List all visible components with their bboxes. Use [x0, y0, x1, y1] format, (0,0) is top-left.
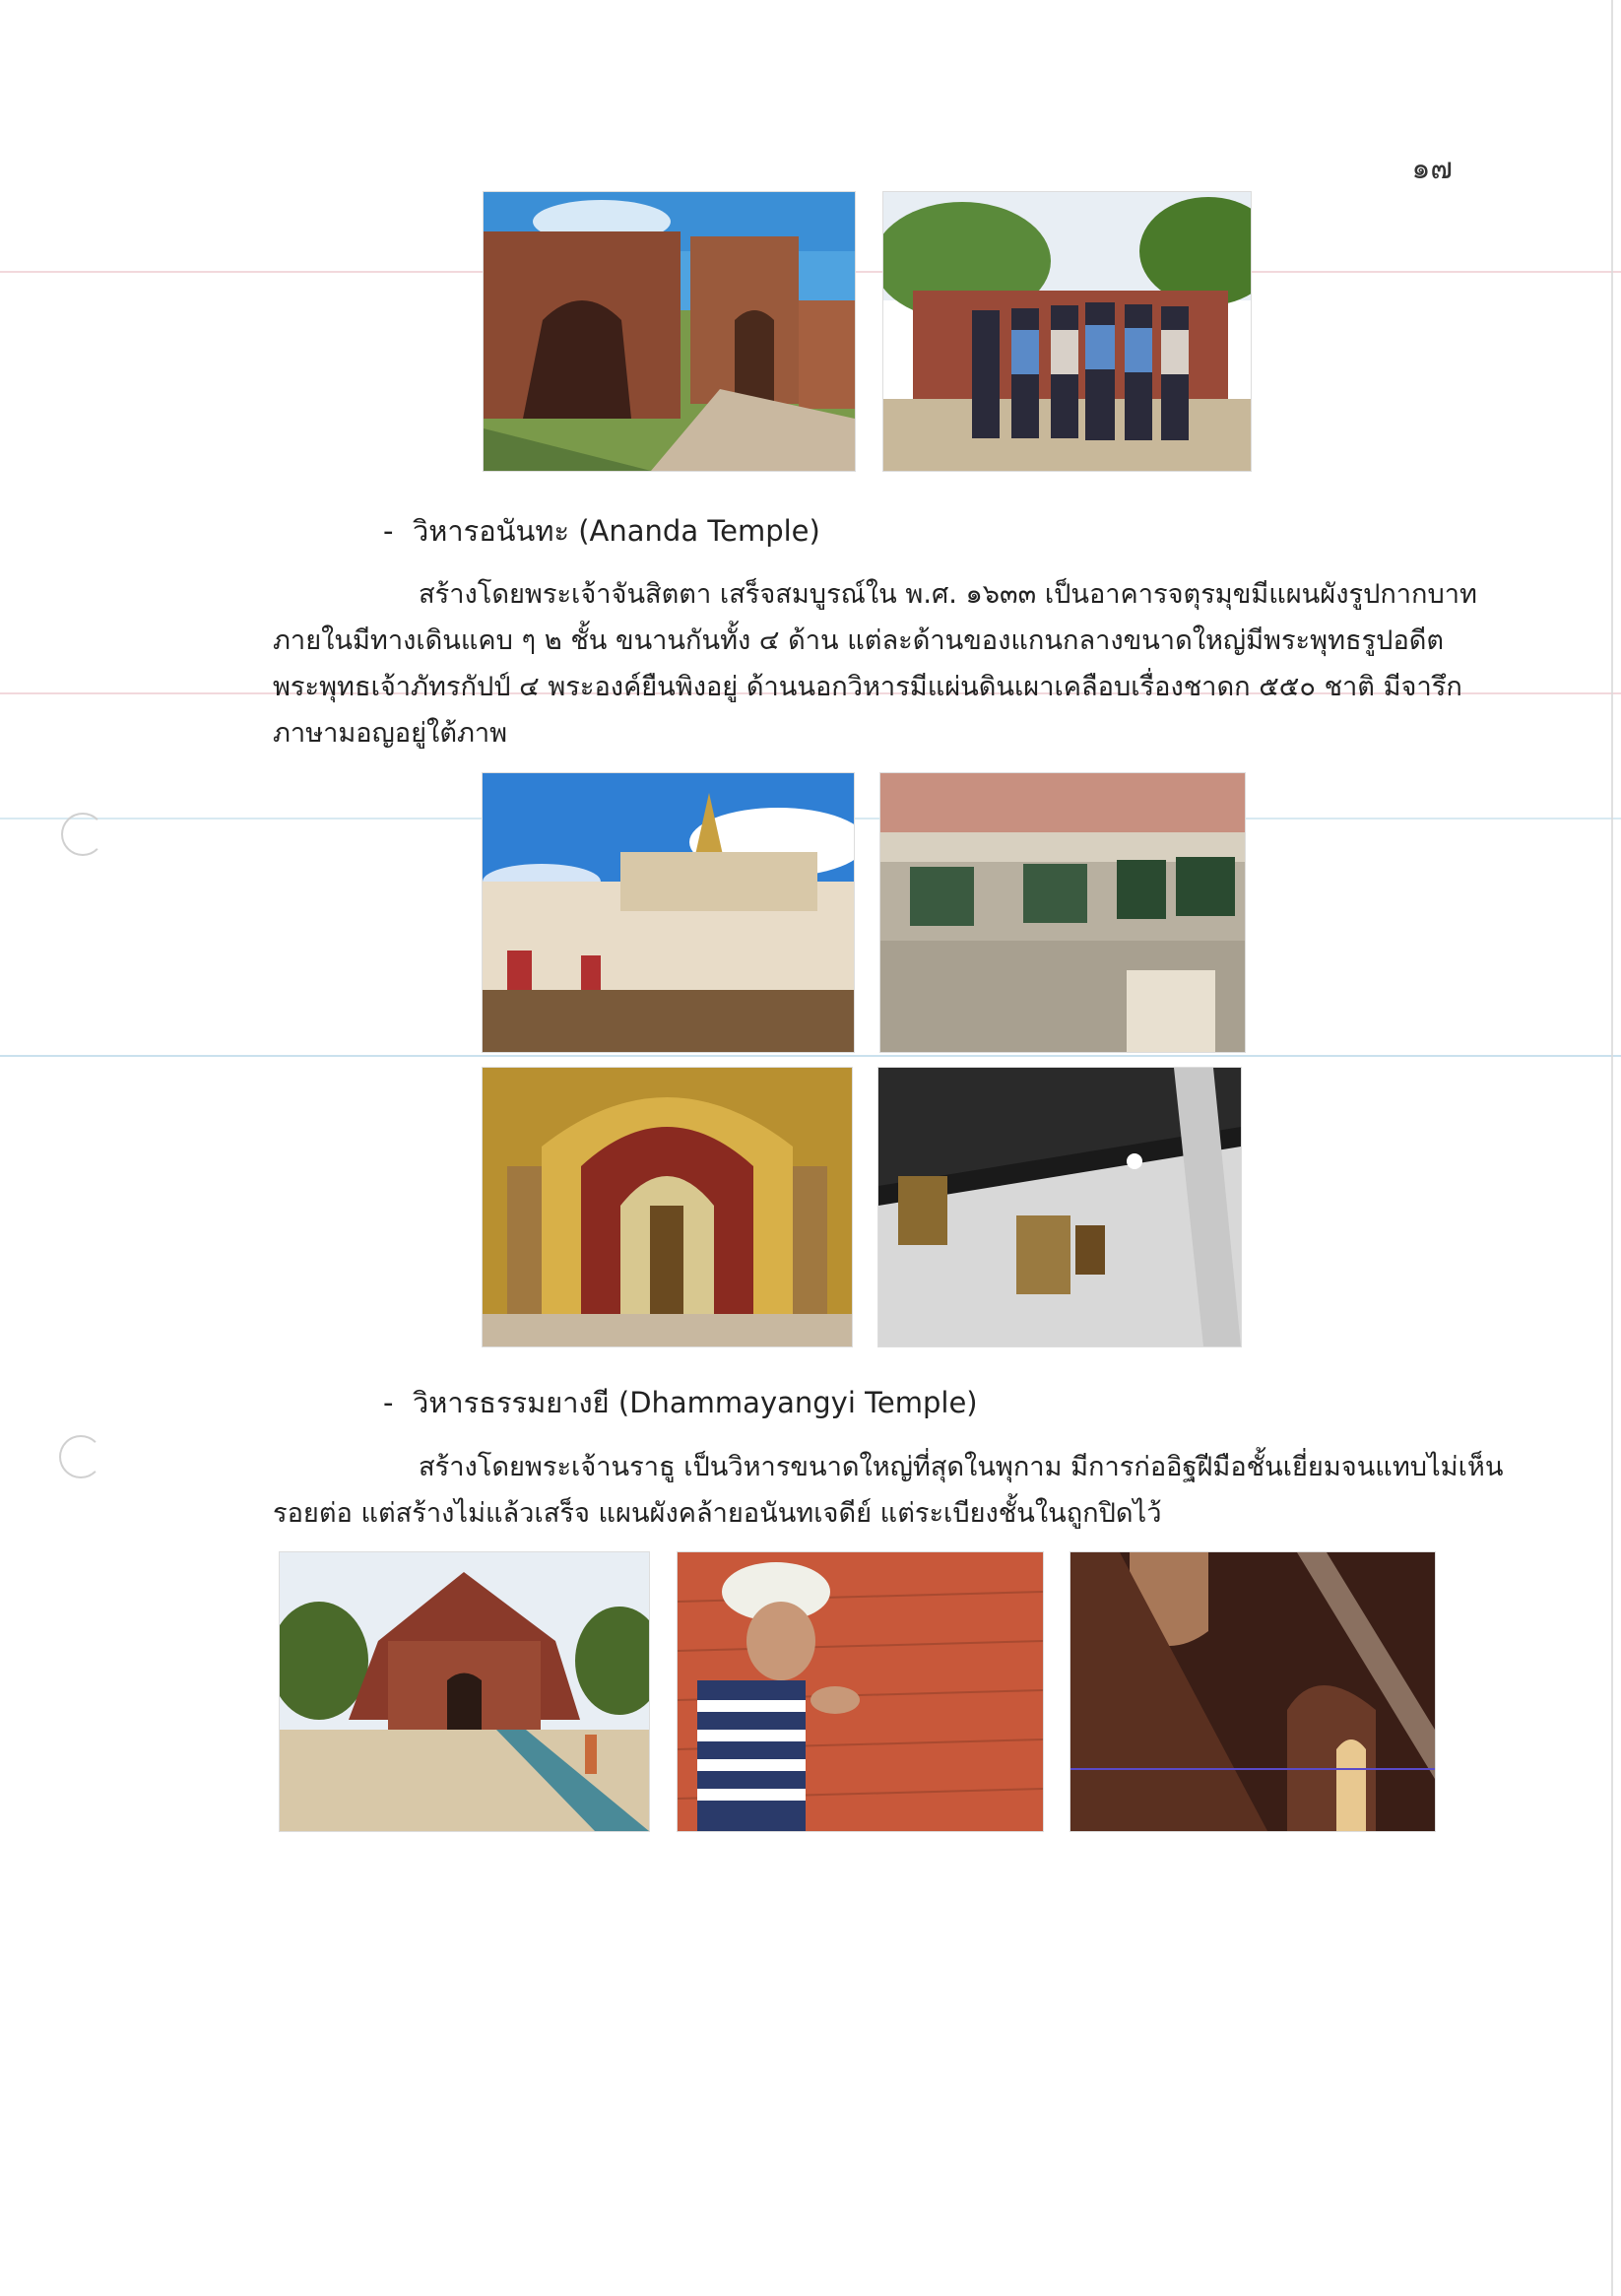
punch-hole	[61, 813, 104, 856]
photo-ananda-glazed-plaques	[879, 772, 1246, 1053]
page-edge	[1611, 0, 1613, 2296]
section-paragraph	[273, 1444, 1504, 1537]
photo-ananda-buddha-image	[482, 1067, 853, 1347]
paragraph-line: สร้างโดยพระเจ้าจันสิตตา เสร็จสมบูรณ์ใน พ.ศ. ๑๖๓๓ เป็นอาคารจตุรมุขมีแผนผังรูปกากบาท	[419, 579, 1477, 610]
photo-ananda-corridor	[877, 1067, 1242, 1347]
photo-ananda-exterior	[482, 772, 855, 1053]
punch-hole	[59, 1435, 102, 1478]
photo-dhammayangyi-brickwork	[677, 1551, 1044, 1832]
photo-dhammayangyi-interior	[1070, 1551, 1436, 1832]
photo-group-at-temple	[882, 191, 1252, 472]
section-heading: - วิหารธรรมยางยี (Dhammayangyi Temple)	[383, 1386, 978, 1419]
section-paragraph	[273, 571, 1477, 756]
paragraph-line: รอยต่อ แต่สร้างไม่แล้วเสร็จ แผนผังคล้ายอนันทเจดีย์ แต่ระเบียงชั้นในถูกปิดไว้	[273, 1498, 1162, 1529]
photo-temple-ruins	[483, 191, 856, 472]
section-heading: - วิหารอนันทะ (Ananda Temple)	[383, 514, 820, 548]
section-heading-text: วิหารธรรมยางยี (Dhammayangyi Temple)	[413, 1386, 978, 1419]
scan-line	[0, 1055, 1621, 1057]
paragraph-line: พระพุทธเจ้าภัทรกัปป์ ๔ พระองค์ยืนพิงอยู่ ด้านนอกวิหารมีแผ่นดินเผาเคลือบเรื่องชาดก ๕๕๐ ชาติ มีจารึก	[273, 672, 1462, 702]
page-number: ๑๗	[1411, 152, 1453, 186]
paragraph-line: ภายในมีทางเดินแคบ ๆ ๒ ชั้น ขนานกันทั้ง ๔ ด้าน แต่ละด้านของแกนกลางขนาดใหญ่มีพระพุทธรูปอดีต	[273, 625, 1445, 656]
photo-dhammayangyi-exterior	[279, 1551, 650, 1832]
paragraph-line: ภาษามอญอยู่ใต้ภาพ	[273, 718, 508, 749]
paragraph-line: สร้างโดยพระเจ้านราธู เป็นวิหารขนาดใหญ่ที่สุดในพุกาม มีการก่ออิฐฝีมือชั้นเยี่ยมจนแทบไม่เห็น	[419, 1452, 1504, 1482]
section-heading-text: วิหารอนันทะ (Ananda Temple)	[413, 514, 820, 548]
